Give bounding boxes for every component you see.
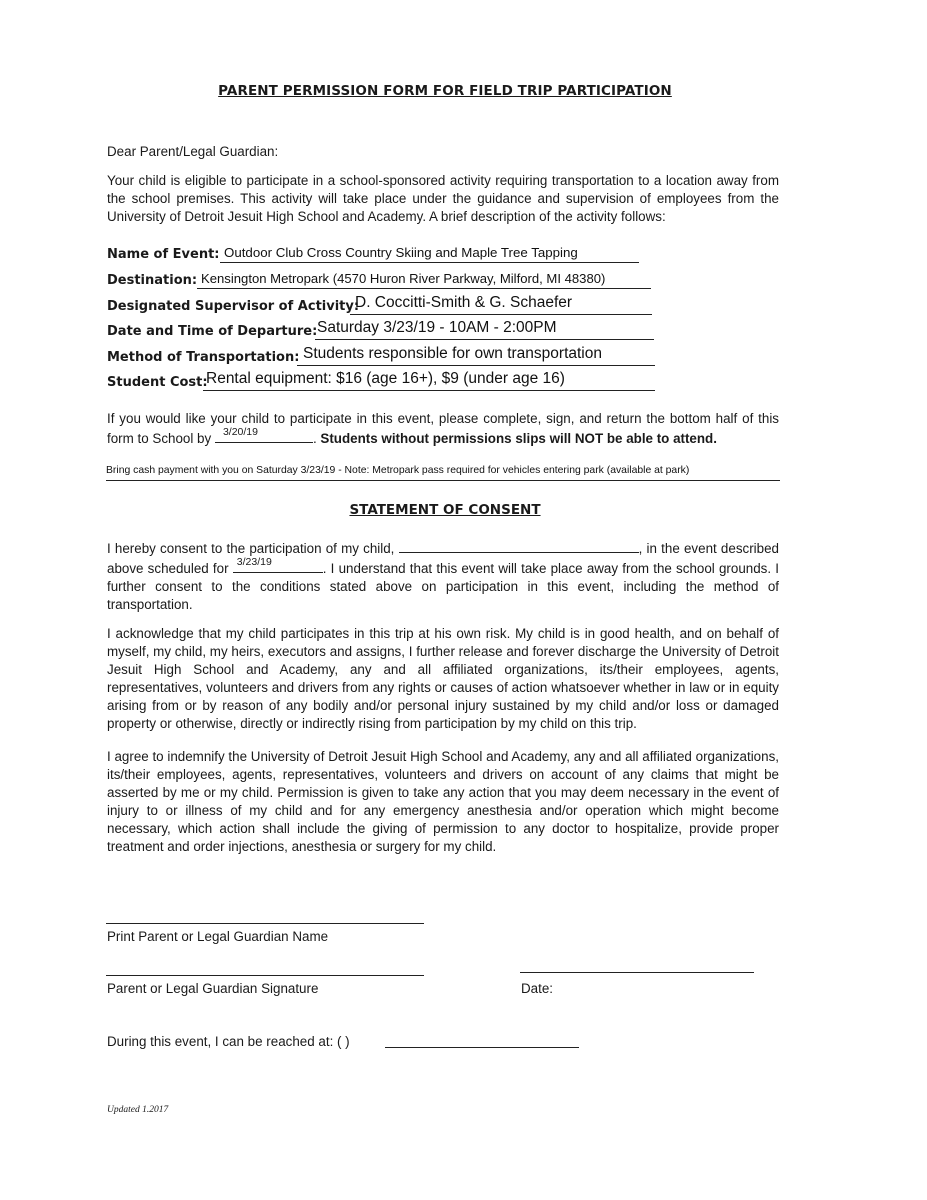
- field-cost-value: Rental equipment: $16 (age 16+), $9 (under age 16): [206, 370, 565, 387]
- form-title: PARENT PERMISSION FORM FOR FIELD TRIP PARTICIPATION: [218, 83, 672, 99]
- field-supervisor: [107, 288, 667, 314]
- updated-note: Updated 1.2017: [107, 1105, 169, 1115]
- field-transportation-value: Students responsible for own transportation: [303, 345, 602, 362]
- field-destination: [107, 262, 667, 288]
- scheduled-date-value: 3/23/19: [236, 556, 272, 568]
- consent-text-3: . I understand that this event will take place away from the school grounds. I further consent to the conditions stated above on participation in this event, including the method of transportation.: [107, 561, 779, 612]
- field-transportation-label: Method of Transportation:: [107, 350, 300, 365]
- indemnify-paragraph: I agree to indemnify the University of Detroit Jesuit High School and Academy, any and all affiliated organizations, its/their employees, agents, representatives, volunteers and drivers on account of any claims that might be asserted by me or my child. Permission is given to take any action that you may deem necessary in the event of injury to or illness of my child and for any emergency anesthesia and/or operation which might become necessary, which action shall include the giving of permission to any doctor to hospitalize, provide proper treatment and order injections, anesthesia or surgery for my child.: [107, 749, 779, 854]
- acknowledge-paragraph: I acknowledge that my child participates in this trip at his own risk. My child is in good health, and on behalf of myself, my child, my heirs, executors and assigns, I further release and forever discharge the University of Detroit Jesuit High School and Academy, any and all affiliated organizations, its/their employees, agents, representatives, volunteers and drivers from any rights or causes of action whatsoever whether in law or in equity arising from or by reason of any bodily and/or personal injury sustained by my child and/or loss or damaged property or otherwise, directly or indirectly rising from participation by my child on this trip.: [107, 626, 779, 731]
- return-date-field: [215, 428, 313, 443]
- permission-warning: Students without permissions slips will NOT be able to attend.: [320, 431, 717, 446]
- signature-line[interactable]: [106, 975, 424, 976]
- payment-note: Bring cash payment with you on Saturday 3/23/19 - Note: Metropark pass required for vehicles entering park (available at park): [106, 465, 690, 476]
- field-cost: [107, 364, 667, 390]
- print-name-line[interactable]: [106, 923, 424, 924]
- signature-label: Parent or Legal Guardian Signature: [107, 981, 319, 996]
- return-instructions-period: .: [312, 431, 317, 446]
- field-departure-value: Saturday 3/23/19 - 10AM - 2:00PM: [317, 319, 557, 336]
- field-departure: [107, 313, 667, 339]
- consent-text-1: I hereby consent to the participation of my child,: [107, 541, 395, 556]
- return-date-value: 3/20/19: [222, 426, 258, 438]
- consent-heading: STATEMENT OF CONSENT: [349, 502, 541, 518]
- salutation: Dear Parent/Legal Guardian:: [107, 144, 279, 159]
- field-destination-label: Destination:: [107, 273, 198, 288]
- reach-phone-line[interactable]: [385, 1047, 579, 1048]
- field-event-label: Name of Event:: [107, 247, 220, 262]
- field-supervisor-value: D. Coccitti-Smith & G. Schaefer: [355, 294, 573, 311]
- field-transportation: [107, 339, 667, 365]
- field-cost-line: [203, 390, 655, 391]
- field-destination-value: Kensington Metropark (4570 Huron River Parkway, Milford, MI 48380): [201, 271, 606, 286]
- return-instructions-text: If you would like your child to participate in this event, please complete, sign, and return the bottom half of this form to School by: [107, 411, 779, 446]
- child-name-field[interactable]: [399, 538, 639, 553]
- field-cost-label: Student Cost:: [107, 375, 208, 390]
- date-label: Date:: [521, 981, 554, 996]
- consent-paragraph: [107, 538, 779, 614]
- print-name-label: Print Parent or Legal Guardian Name: [107, 929, 329, 944]
- field-event: [107, 236, 667, 262]
- field-event-value: Outdoor Club Cross Country Skiing and Maple Tree Tapping: [224, 245, 578, 260]
- intro-paragraph: Your child is eligible to participate in a school-sponsored activity requiring transportation to a location away from the school premises. This activity will take place under the guidance and supervision of employees from the University of Detroit Jesuit High School and Academy. A brief description of the activity follows:: [107, 173, 779, 224]
- scheduled-date-field: [233, 558, 323, 573]
- date-line[interactable]: [520, 972, 754, 973]
- payment-note-line: [106, 480, 780, 481]
- field-departure-label: Date and Time of Departure:: [107, 324, 318, 339]
- consent-text-2: , in the event described above scheduled for: [107, 541, 779, 576]
- reach-label: During this event, I can be reached at: ( ): [107, 1034, 350, 1049]
- return-instructions: [107, 410, 779, 448]
- field-supervisor-label: Designated Supervisor of Activity:: [107, 299, 360, 314]
